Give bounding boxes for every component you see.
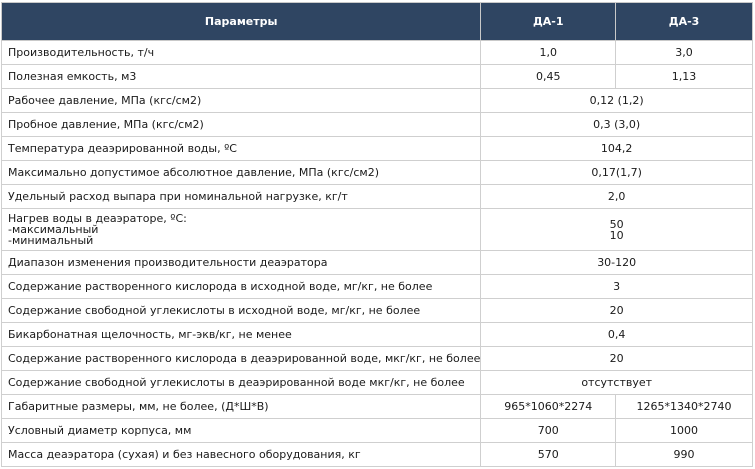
param-line: Нагрев воды в деаэраторе, ºС: <box>8 212 187 225</box>
table-row <box>2 419 753 443</box>
value-shared: отсутствует <box>481 371 753 395</box>
param-cell: Масса деаэратора (сухая) и без навесного оборудования, кг <box>2 443 481 467</box>
table-row <box>2 113 753 137</box>
value-line: 50 <box>609 217 624 231</box>
value-da1: 965*1060*2274 <box>481 395 616 419</box>
param-cell <box>2 209 481 251</box>
value-shared: 3 <box>481 275 753 299</box>
value-da1: 570 <box>481 443 616 467</box>
param-cell: Условный диаметр корпуса, мм <box>2 419 481 443</box>
header-da1: ДА-1 <box>481 3 616 41</box>
value-shared: 20 <box>481 299 753 323</box>
header-params: Параметры <box>2 3 481 41</box>
value-line: 10 <box>609 228 624 242</box>
value-shared: 104,2 <box>481 137 753 161</box>
param-line: -максимальный <box>8 223 99 236</box>
param-cell: Пробное давление, МПа (кгс/см2) <box>2 113 481 137</box>
param-cell: Бикарбонатная щелочность, мг-экв/кг, не менее <box>2 323 481 347</box>
param-cell: Содержание свободной углекислоты в исходной воде, мг/кг, не более <box>2 299 481 323</box>
value-shared: 0,17(1,7) <box>481 161 753 185</box>
param-cell: Содержание свободной углекислоты в деаэрированной воде мкг/кг, не более <box>2 371 481 395</box>
table-row <box>2 275 753 299</box>
table-row <box>2 371 753 395</box>
param-cell: Температура деаэрированной воды, ºС <box>2 137 481 161</box>
table-row <box>2 137 753 161</box>
param-cell: Удельный расход выпара при номинальной нагрузке, кг/т <box>2 185 481 209</box>
value-shared: 20 <box>481 347 753 371</box>
table-row <box>2 185 753 209</box>
header-row <box>2 3 753 41</box>
value-shared: 2,0 <box>481 185 753 209</box>
table-row <box>2 65 753 89</box>
table-row <box>2 323 753 347</box>
value-da1: 0,45 <box>481 65 616 89</box>
table-row <box>2 161 753 185</box>
value-da3: 1,13 <box>616 65 753 89</box>
table-row <box>2 41 753 65</box>
table-row <box>2 209 753 251</box>
specs-table <box>1 2 753 467</box>
value-da3: 3,0 <box>616 41 753 65</box>
table-row <box>2 89 753 113</box>
value-da3: 990 <box>616 443 753 467</box>
value-da1: 700 <box>481 419 616 443</box>
param-cell: Содержание растворенного кислорода в деаэрированной воде, мкг/кг, не более <box>2 347 481 371</box>
param-cell: Полезная емкость, м3 <box>2 65 481 89</box>
param-cell: Диапазон изменения производительности деаэратора <box>2 251 481 275</box>
value-da3: 1265*1340*2740 <box>616 395 753 419</box>
value-da1: 1,0 <box>481 41 616 65</box>
param-cell: Габаритные размеры, мм, не более, (Д*Ш*В) <box>2 395 481 419</box>
param-cell: Максимально допустимое абсолютное давление, МПа (кгс/см2) <box>2 161 481 185</box>
table-row <box>2 347 753 371</box>
value-shared: 0,3 (3,0) <box>481 113 753 137</box>
table-row <box>2 299 753 323</box>
specs-table-container <box>1 2 753 467</box>
param-cell: Содержание растворенного кислорода в исходной воде, мг/кг, не более <box>2 275 481 299</box>
table-row <box>2 251 753 275</box>
value-shared: 0,12 (1,2) <box>481 89 753 113</box>
value-da3: 1000 <box>616 419 753 443</box>
table-row <box>2 395 753 419</box>
table-row <box>2 443 753 467</box>
param-cell: Производительность, т/ч <box>2 41 481 65</box>
param-line: -минимальный <box>8 234 94 247</box>
value-shared: 30-120 <box>481 251 753 275</box>
value-shared <box>481 209 753 251</box>
param-cell: Рабочее давление, МПа (кгс/см2) <box>2 89 481 113</box>
header-da3: ДА-3 <box>616 3 753 41</box>
value-shared: 0,4 <box>481 323 753 347</box>
